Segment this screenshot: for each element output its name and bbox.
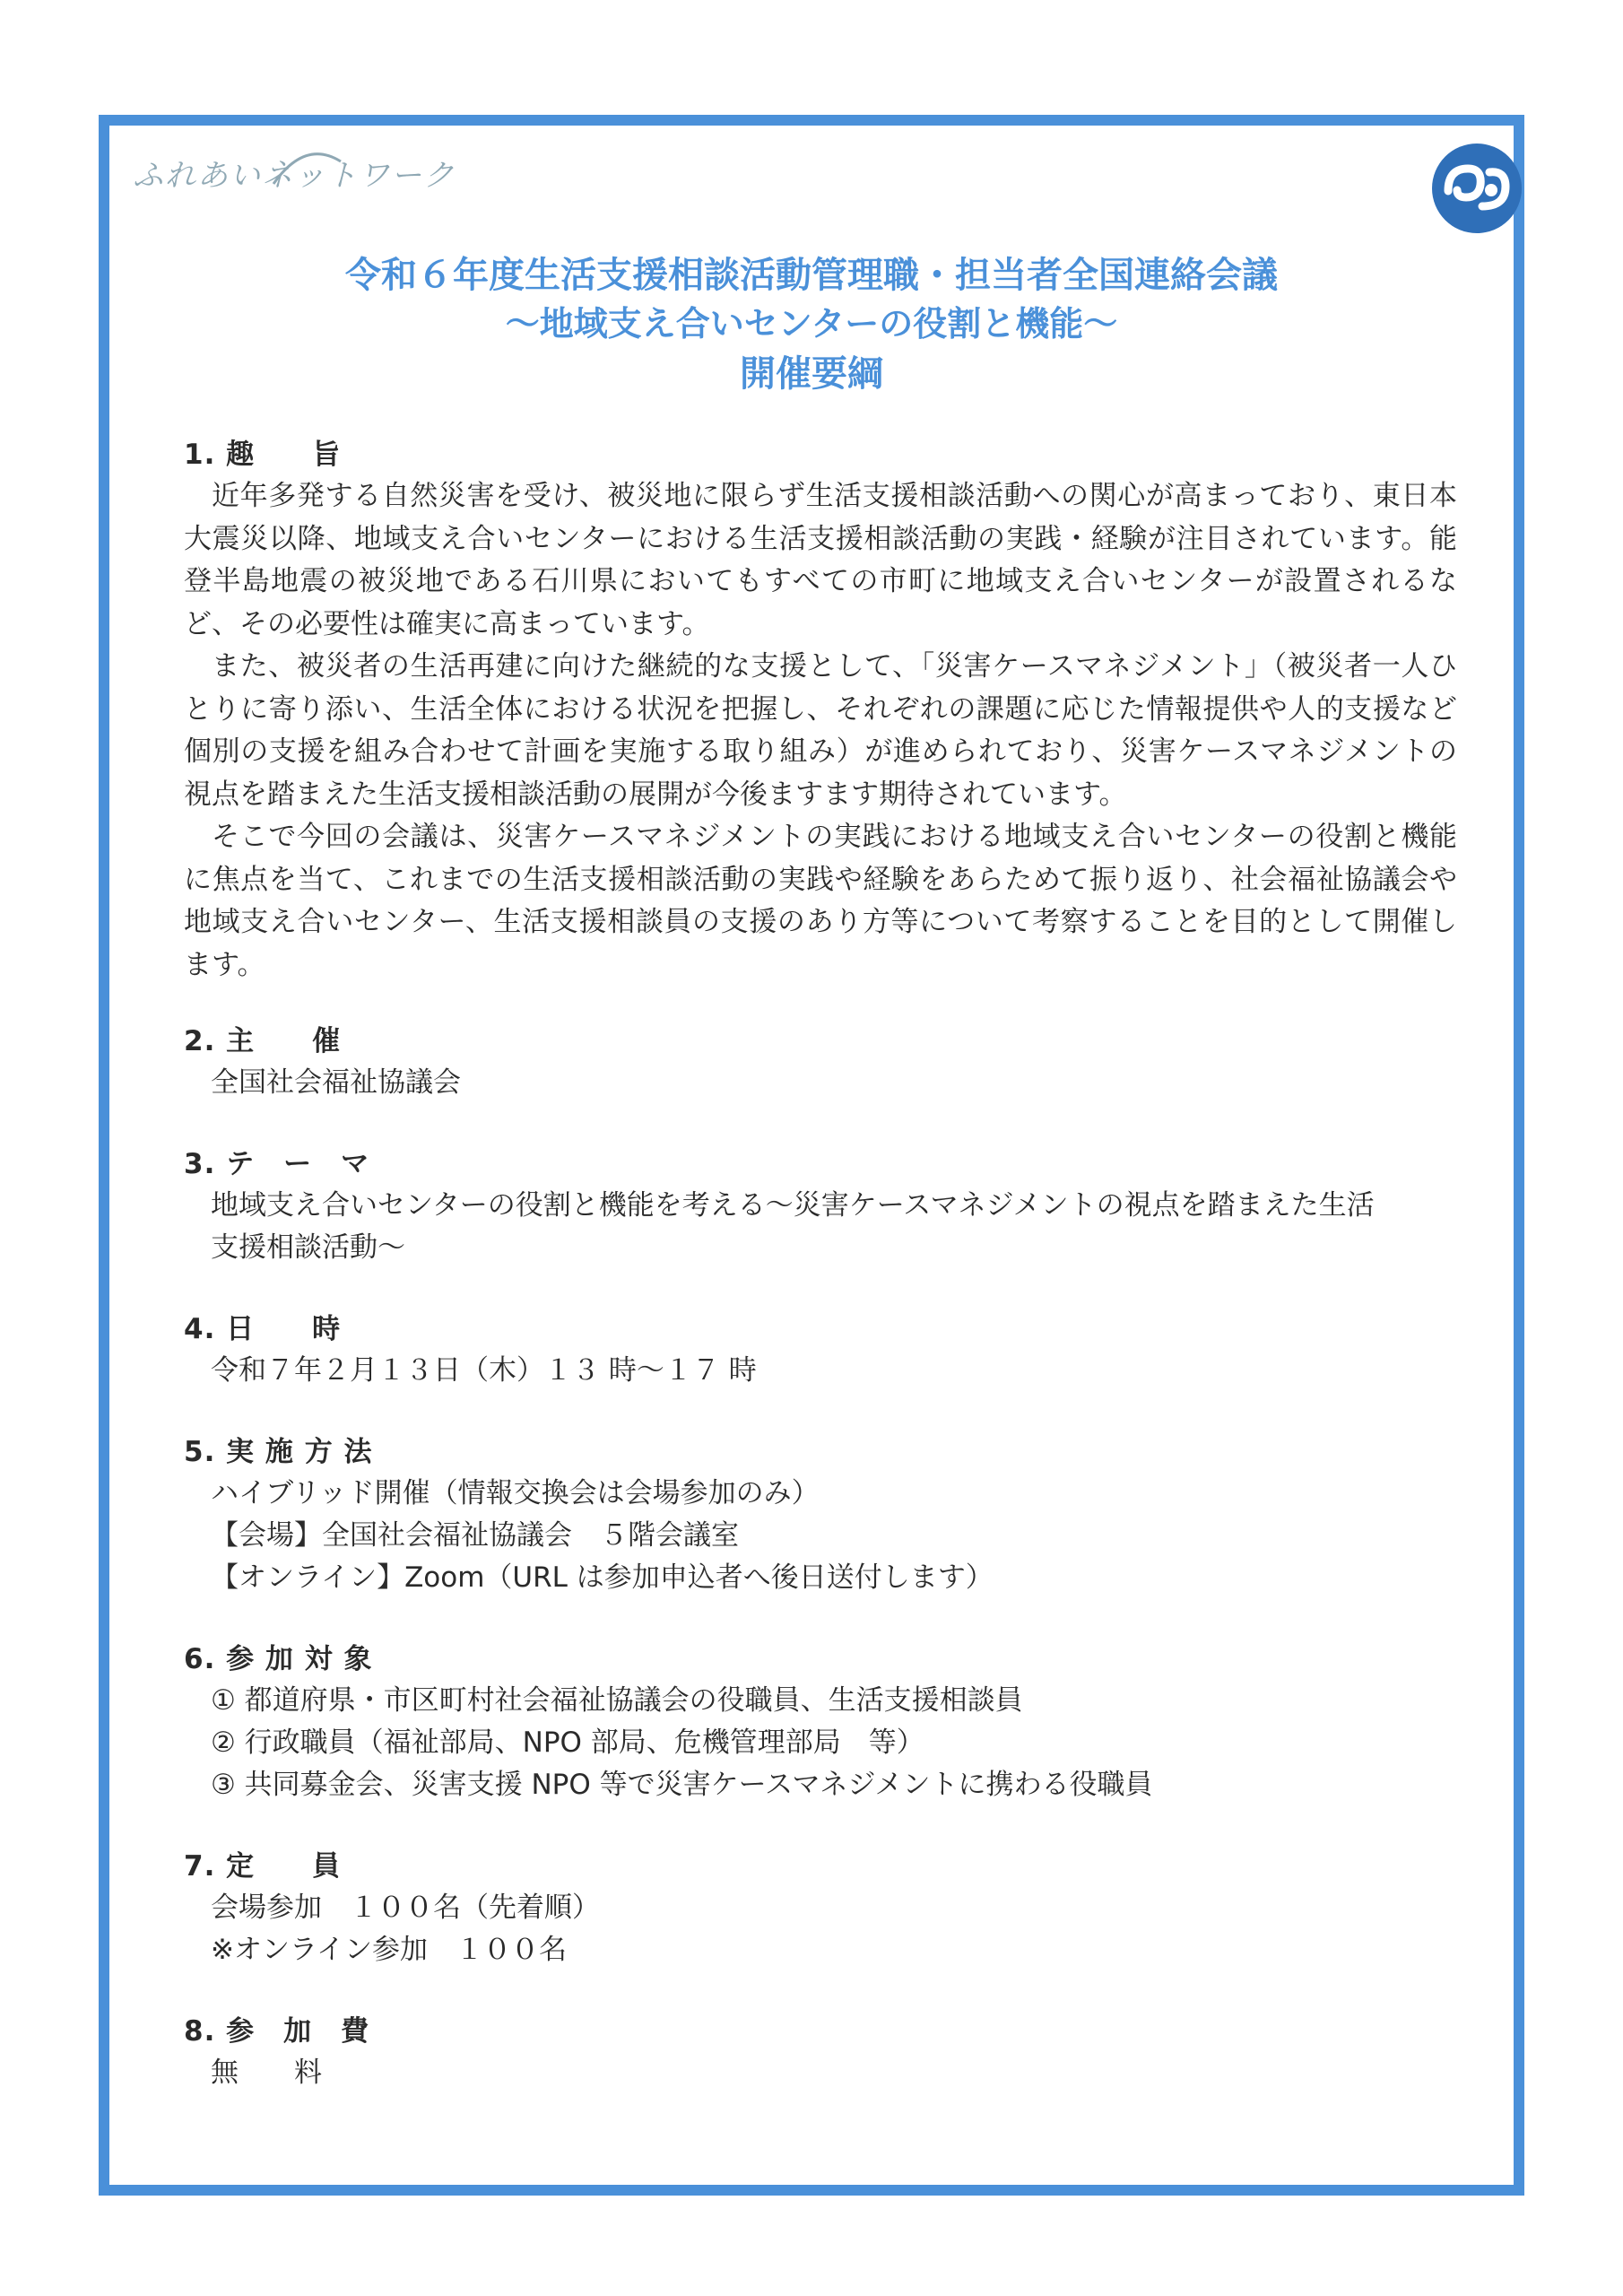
paragraph: そこで今回の会議は、災害ケースマネジメントの実践における地域支え合いセンターの役割と機能に焦点を当て、これまでの生活支援相談活動の実践や経験をあらためて振り返り、社会福祉協議会や地域支え合いセンター、生活支援相談員の支援のあり方等について考察することを目的として開催します。	[184, 821, 1457, 981]
logo-text: ふれあいネットワーク	[133, 158, 456, 194]
section-method	[184, 1431, 1457, 1599]
section-line: ※オンライン参加 １００名	[211, 1934, 568, 1966]
section-heading: 6. 参 加 対 象	[184, 1643, 373, 1675]
section-line: 地域支え合いセンターの役割と機能を考える～災害ケースマネジメントの視点を踏まえた生活	[211, 1189, 1375, 1222]
section-heading: 4. 日 時	[184, 1313, 342, 1345]
section-line: ハイブリッド開催（情報交換会は会場参加のみ）	[211, 1477, 820, 1509]
section-line: 会場参加 １００名（先着順）	[211, 1892, 600, 1924]
section-line: 全国社会福祉協議会	[211, 1066, 461, 1099]
section-line: 【オンライン】Zoom（URL は参加申込者へ後日送付します）	[211, 1561, 994, 1594]
section-organizer	[184, 1021, 1457, 1104]
section-line: ② 行政職員（福祉部局、NPO 部局、危機管理部局 等）	[211, 1726, 924, 1759]
section-line: ③ 共同募金会、災害支援 NPO 等で災害ケースマネジメントに携わる役職員	[211, 1769, 1153, 1801]
logo-swoosh-icon	[269, 144, 350, 197]
section-line: 【会場】全国社会福祉協議会 ５階会議室	[211, 1519, 739, 1552]
section-line: 令和７年２月１３日（木）１３ 時～１７ 時	[211, 1354, 757, 1387]
document-subtitle: ～地域支え合いセンターの役割と機能～	[505, 304, 1118, 344]
section-heading: 8. 参 加 費	[184, 2015, 370, 2048]
section-capacity	[184, 1846, 1457, 1971]
section-heading: 2. 主 催	[184, 1025, 342, 1057]
document-title: 令和６年度生活支援相談活動管理職・担当者全国連絡会議	[345, 255, 1278, 296]
section-line: 無 料	[211, 2057, 322, 2089]
document-body	[184, 434, 1457, 2094]
section-heading: 3. テ ー マ	[184, 1148, 370, 1180]
paragraph: また、被災者の生活再建に向けた継続的な支援として、「災害ケースマネジメント」（被災者一人ひとりに寄り添い、生活全体における状況を把握し、それぞれの課題に応じた情報提供や人的支援など個別の支援を組み合わせて計画を実施する取り組み）が進められており、災害ケースマネジメントの視点を踏まえた生活支援相談活動の展開が今後ますます期待されています。	[184, 650, 1457, 811]
section-heading: 7. 定 員	[184, 1850, 342, 1883]
paragraph: 近年多発する自然災害を受け、被災地に限らず生活支援相談活動への関心が高まっており、東日本大震災以降、地域支え合いセンターにおける生活支援相談活動の実践・経験が注目されています。能登半島地震の被災地である石川県においてもすべての市町に地域支え合いセンターが設置されるなど、その必要性は確実に高まっています。	[184, 480, 1457, 640]
section-line: 支援相談活動～	[211, 1231, 405, 1264]
section-heading: 5. 実 施 方 法	[184, 1436, 373, 1468]
document-kind: 開催要綱	[740, 353, 883, 395]
section-purpose	[184, 434, 1457, 987]
zenshakyo-emblem-icon	[1430, 142, 1523, 235]
section-line: ① 都道府県・市区町村社会福祉協議会の役職員、生活支援相談員	[211, 1684, 1023, 1717]
section-heading: 1. 趣 旨	[184, 439, 342, 471]
section-fee	[184, 2011, 1457, 2094]
section-theme	[184, 1144, 1457, 1269]
section-datetime	[184, 1309, 1457, 1392]
section-participants	[184, 1639, 1457, 1806]
